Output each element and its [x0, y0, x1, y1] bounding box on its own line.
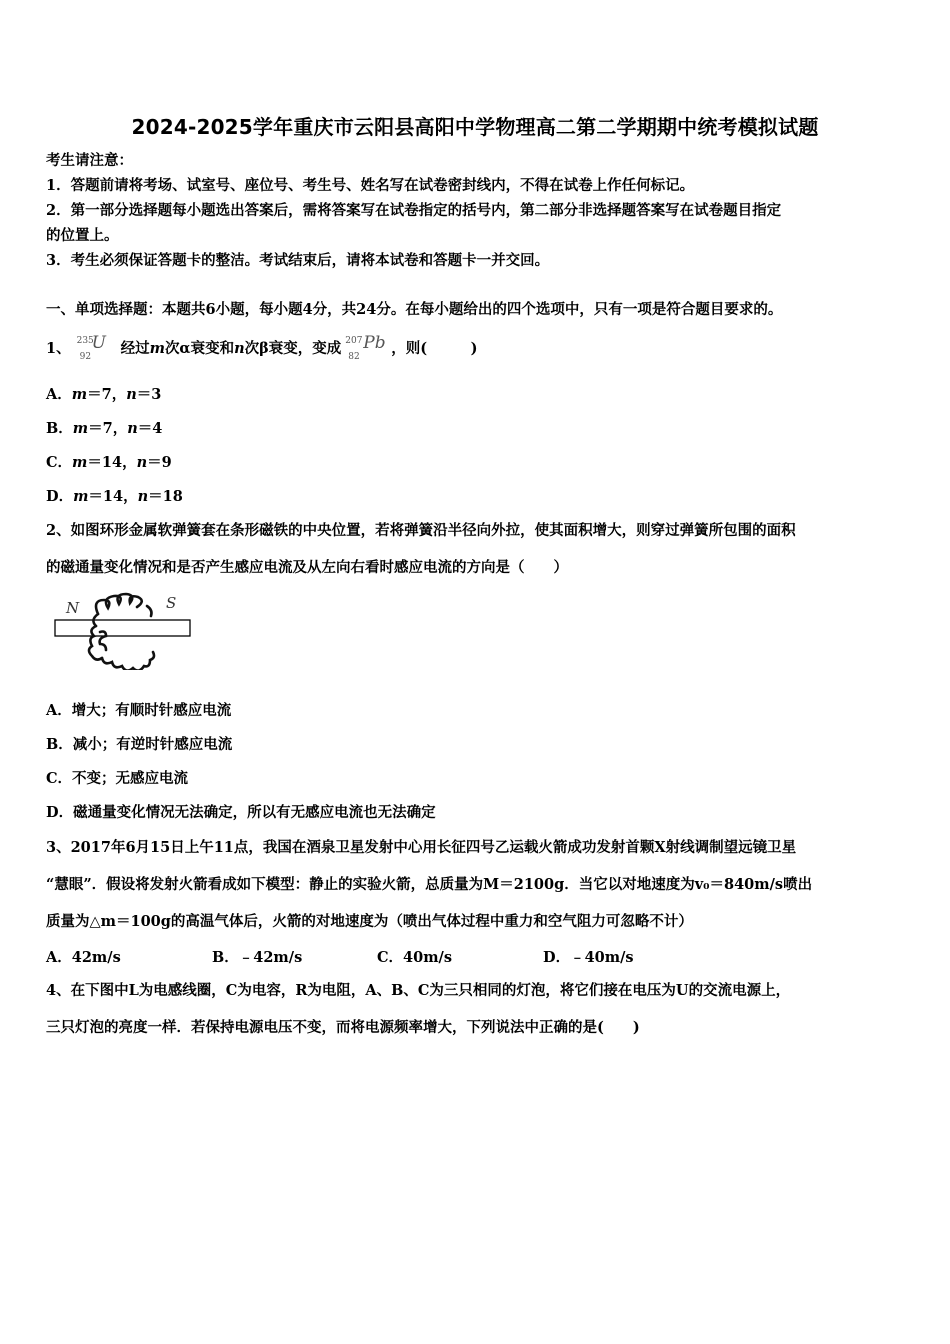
q2-option-b[interactable]: B．减小；有逆时针感应电流 [46, 736, 233, 753]
coil-spring [89, 594, 154, 670]
question-3-line-3: 质量为△m＝100g的高温气体后，火箭的对地速度为（喷出气体过程中重力和空气阻力可忽略不计） [46, 913, 693, 930]
question-2-line-1: 2、如图环形金属软弹簧套在条形磁铁的中央位置，若将弹簧沿半径向外拉，使其面积增大，则穿过弹簧所包围的面积 [46, 522, 796, 539]
q1-option-b[interactable]: B．m＝7，n＝4 [46, 420, 163, 437]
magnet-spring-figure [50, 592, 200, 670]
q3-option-c[interactable]: C．40m/s [377, 949, 453, 966]
bar-magnet [55, 620, 190, 636]
q1-option-d[interactable]: D．m＝14，n＝18 [46, 488, 183, 505]
q1-option-a[interactable]: A．m＝7，n＝3 [46, 386, 162, 403]
notice-item-1: 1．答题前请将考场、试室号、座位号、考生号、姓名写在试卷密封线内，不得在试卷上作任何标记。 [46, 177, 695, 194]
q2-option-c[interactable]: C．不变；无感应电流 [46, 770, 189, 787]
question-2-line-2: 的磁通量变化情况和是否产生感应电流及从左向右看时感应电流的方向是（ ） [46, 559, 568, 576]
notice-item-2-cont: 的位置上。 [46, 227, 119, 244]
north-pole-label: N [66, 599, 80, 617]
south-pole-label: S [166, 594, 177, 612]
page-title: 2024-2025学年重庆市云阳县高阳中学物理高二第二学期期中统考模拟试题 [131, 115, 819, 139]
question-3-line-2: “慧眼”．假设将发射火箭看成如下模型：静止的实验火箭，总质量为M＝2100g．当它以对地速度为v₀＝840m/s喷出 [46, 876, 813, 893]
q2-option-d[interactable]: D．磁通量变化情况无法确定，所以有无感应电流也无法确定 [46, 804, 436, 821]
q3-option-a[interactable]: A．42m/s [46, 949, 121, 966]
question-1: 1、 235 92 U 经过m次α衰变和n次β衰变，变成 207 82 Pb ，则( ) [46, 333, 478, 362]
question-4-line-1: 4、在下图中L为电感线圈，C为电容，R为电阻，A、B、C为三只相同的灯泡，将它们接在电压为U的交流电源上， [46, 982, 791, 999]
uranium-nuclide: 235 92 U [76, 333, 106, 362]
q1-option-c[interactable]: C．m＝14，n＝9 [46, 454, 172, 471]
lead-nuclide: 207 82 Pb [345, 333, 386, 362]
notice-item-2: 2．第一部分选择题每小题选出答案后，需将答案写在试卷指定的括号内，第二部分非选择题答案写在试卷题目指定 [46, 202, 782, 219]
section-heading: 一、单项选择题：本题共6小题，每小题4分，共24分。在每小题给出的四个选项中，只有一项是符合题目要求的。 [46, 301, 783, 318]
question-3-line-1: 3、2017年6月15日上午11点，我国在酒泉卫星发射中心用长征四号乙运载火箭成功发射首颗X射线调制望远镜卫星 [46, 839, 797, 856]
question-4-line-2: 三只灯泡的亮度一样．若保持电源电压不变，而将电源频率增大，下列说法中正确的是( ) [46, 1019, 640, 1036]
q3-option-b[interactable]: B．﹣42m/s [212, 949, 303, 966]
question-1-number: 1、 [46, 340, 71, 357]
notice-item-3: 3．考生必须保证答题卡的整洁。考试结束后，请将本试卷和答题卡一并交回。 [46, 252, 550, 269]
q2-option-a[interactable]: A．增大；有顺时针感应电流 [46, 702, 232, 719]
q3-option-d[interactable]: D．﹣40m/s [543, 949, 634, 966]
notice-heading: 考生请注意： [46, 152, 133, 169]
